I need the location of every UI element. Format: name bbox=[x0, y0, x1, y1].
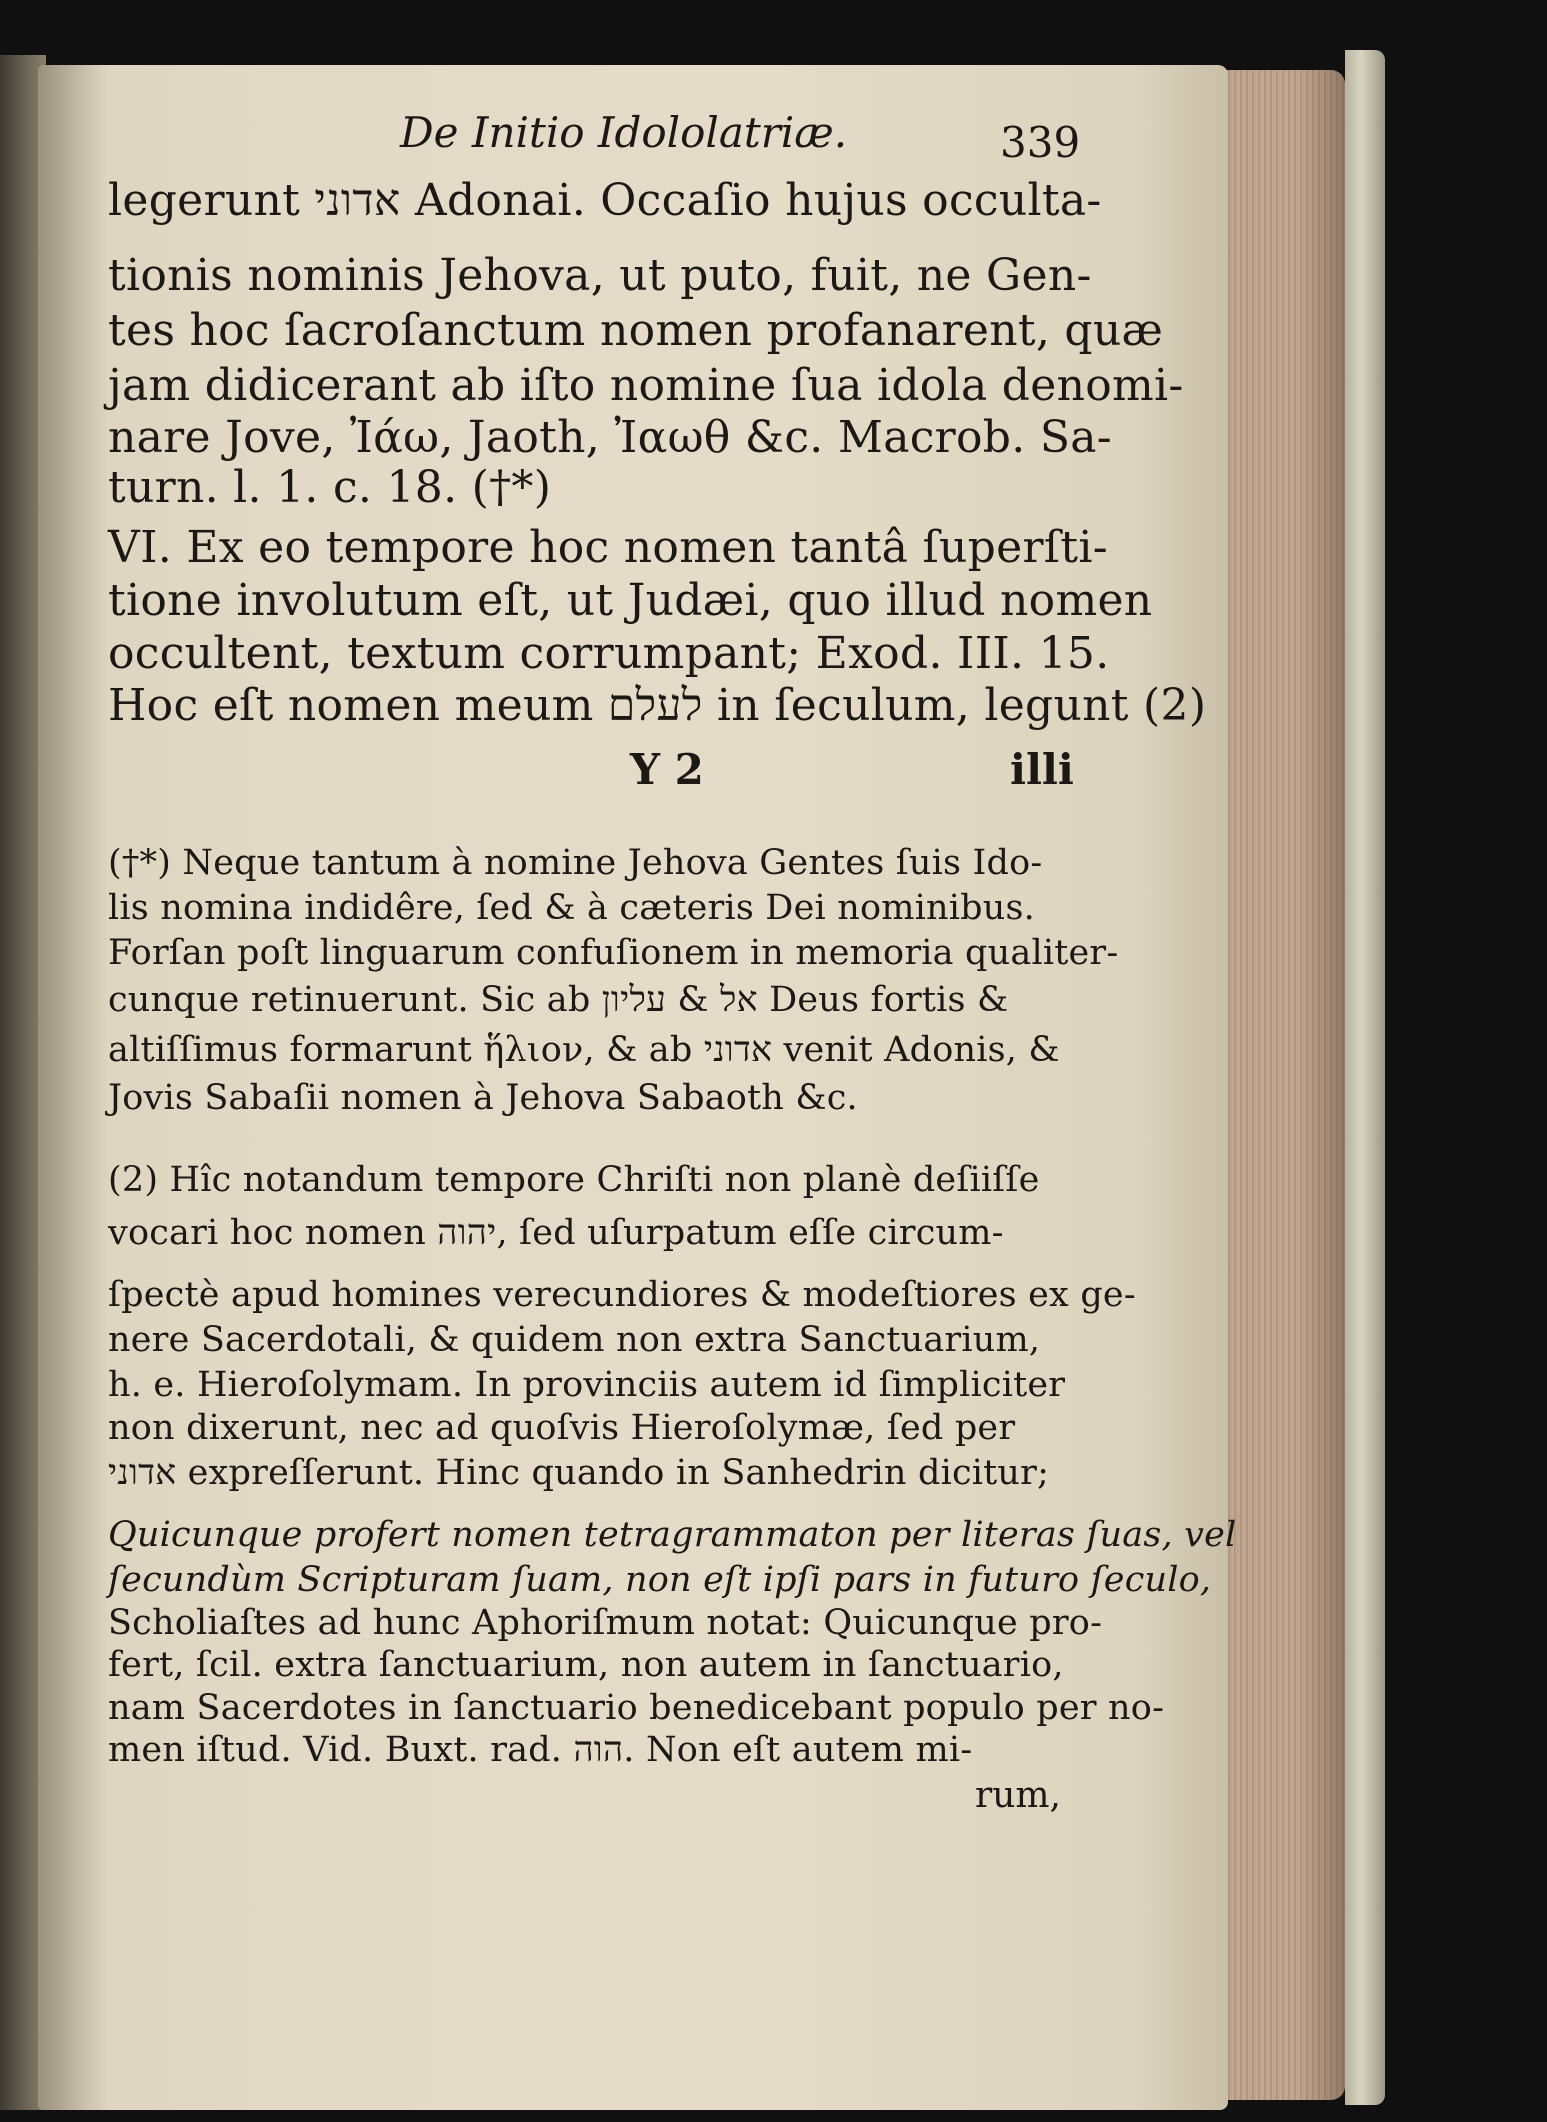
footnote-line: fert, ſcil. extra ſanctuarium, non autem in ſanctuario, bbox=[108, 1645, 1064, 1685]
footnote-line: Quicunque profert nomen tetragrammaton per literas ſuas, vel bbox=[108, 1515, 1237, 1555]
footnote-line: Forſan poſt linguarum confuſionem in memoria qualiter- bbox=[108, 933, 1119, 973]
gutter-shadow bbox=[38, 65, 108, 2110]
footnote-line: ſecundùm Scripturam ſuam, non eſt ipſi pars in futuro ſeculo, bbox=[108, 1560, 1212, 1600]
body-line: legerunt אדוני Adonai. Occaſio hujus occulta- bbox=[108, 175, 1102, 226]
body-line: Hoc eſt nomen meum לעלם in ſeculum, legunt (2) bbox=[108, 680, 1207, 731]
body-line: jam didicerant ab iſto nomine ſua idola denomi- bbox=[108, 360, 1184, 411]
catchword: illi bbox=[1010, 745, 1074, 794]
body-line: nare Jove, Ἰάω, Jaoth, Ἰαωθ &c. Macrob. Sa- bbox=[108, 412, 1112, 463]
footnote-line: (2) Hîc notandum tempore Chriſti non planè deſiiſſe bbox=[108, 1160, 1040, 1200]
footnote-line: ſpectè apud homines verecundiores & modeſtiores ex ge- bbox=[108, 1275, 1136, 1315]
signature-mark: Y 2 bbox=[630, 745, 704, 794]
body-line: tes hoc ſacroſanctum nomen profanarent, quæ bbox=[108, 305, 1164, 356]
footnote-line: lis nomina indidêre, ſed & à cæteris Dei nominibus. bbox=[108, 888, 1035, 928]
page-number: 339 bbox=[1000, 118, 1081, 167]
running-title: De Initio Idololatriæ. bbox=[400, 108, 848, 157]
footnote-catchword: rum, bbox=[975, 1775, 1061, 1816]
footnote-line: nam Sacerdotes in ſanctuario benedicebant populo per no- bbox=[108, 1688, 1165, 1728]
footnote-line: altiſſimus formarunt ἥλιον, & ab אדוני venit Adonis, & bbox=[108, 1030, 1060, 1070]
footnote-line: nere Sacerdotali, & quidem non extra Sanctuarium, bbox=[108, 1320, 1041, 1360]
footnote-line: h. e. Hieroſolymam. In provinciis autem id ſimpliciter bbox=[108, 1365, 1066, 1405]
body-line: occultent, textum corrumpant; Exod. III. 15. bbox=[108, 628, 1110, 679]
footnote-line: (†*) Neque tantum à nomine Jehova Gentes ſuis Ido- bbox=[108, 843, 1043, 883]
footnote-line: Scholiaſtes ad hunc Aphoriſmum notat: Quicunque pro- bbox=[108, 1603, 1103, 1643]
footnote-line: cunque retinuerunt. Sic ab אל & עליון Deus fortis & bbox=[108, 980, 1009, 1020]
body-line: VI. Ex eo tempore hoc nomen tantâ ſuperſti- bbox=[108, 522, 1108, 573]
body-line: tione involutum eſt, ut Judæi, quo illud nomen bbox=[108, 575, 1153, 626]
footnote-line: Jovis Sabaſii nomen à Jehova Sabaoth &c. bbox=[108, 1078, 858, 1118]
footnote-line: vocari hoc nomen יהוה, ſed uſurpatum eſſe circum- bbox=[108, 1213, 1004, 1253]
footnote-line: אדוני expreſſerunt. Hinc quando in Sanhedrin dicitur; bbox=[108, 1453, 1050, 1493]
footnote-line: men iſtud. Vid. Buxt. rad. הוה. Non eſt autem mi- bbox=[108, 1730, 973, 1770]
body-line: tionis nominis Jehova, ut puto, fuit, ne Gen- bbox=[108, 250, 1092, 301]
body-line: turn. l. 1. c. 18. (†*) bbox=[108, 462, 552, 513]
book-back-cover bbox=[1345, 50, 1385, 2105]
page-edges-shadow bbox=[1300, 70, 1345, 2100]
footnote-line: non dixerunt, nec ad quoſvis Hieroſolymæ, ſed per bbox=[108, 1408, 1016, 1448]
